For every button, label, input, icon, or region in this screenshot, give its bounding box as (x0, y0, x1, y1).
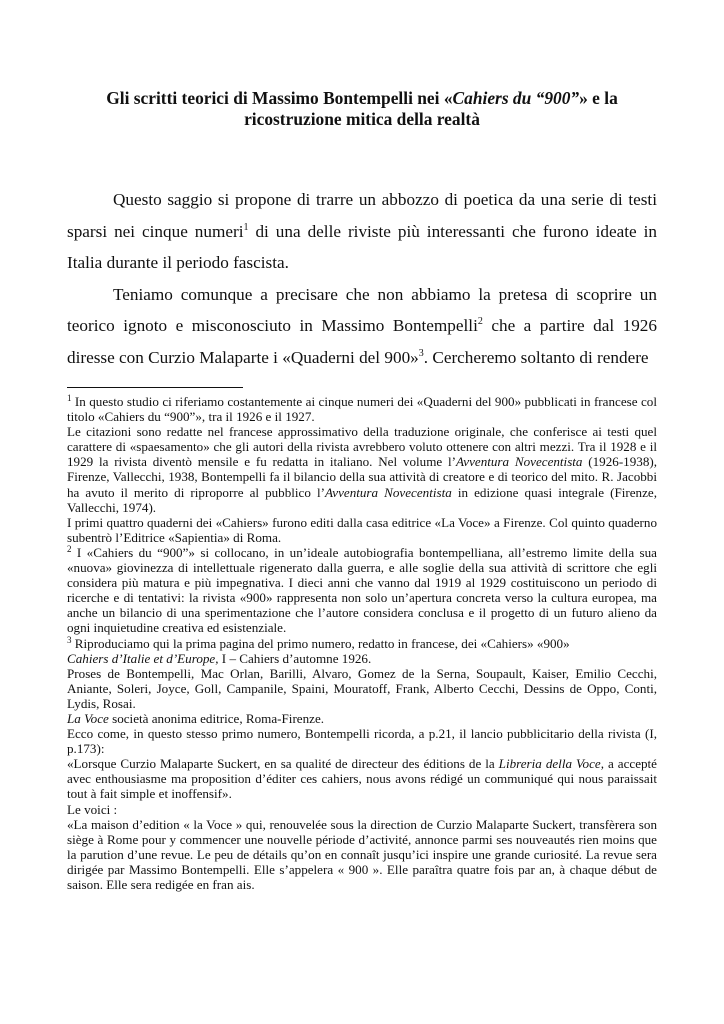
body-text (67, 184, 657, 373)
footnote-2-text: I «Cahiers du “900”» si collocano, in un’ideale autobiografia bontempelliana, all’estremo limite della sua «nuova» giovinezza di intellettuale rigenerato dalla guerra, e alle soglie della sua attività di scrittore che egli considera più matura e più impegnativa. I dieci anni che vanno dal 1919 al 1929 costituiscono un periodo di ricerche e di tentativi: la rivista «900» rappresenta non solo un’apertura concreta verso la cultura europea, ma anche un bilancio di una sperimentazione che l’autore considera conclusa e il progetto di un futuro alieno da ogni inquietudine creativa ed esistenziale. (67, 544, 657, 636)
footnote-1-text: In questo studio ci riferiamo costantemente ai cinque numeri dei «Quaderni del 900» pubblicati in francese col titolo «Cahiers du “900”», tra il 1926 e il 1927. (67, 394, 657, 425)
title-text-c: » e la (579, 88, 618, 108)
p1-text-b: di una delle riviste più interessanti che furono ideate in Italia durante il periodo fascista. (67, 221, 657, 272)
title-text-italic: Cahiers du “900” (452, 88, 580, 108)
fn3p3-italic: La Voce (67, 710, 109, 726)
fn3p5-b: a accepté avec enthousiasme ma proposition d’éditer ces cahiers, nous avons rédigé un communiqué qui nous paraissait tout à fait simple et inoffensif». (67, 756, 657, 802)
document-title (67, 88, 657, 130)
p1-text-a: Questo saggio si propone di trarre un abbozzo di poetica da una serie di testi sparsi nei cinque numeri (67, 190, 657, 241)
footnote-3-paragraph-2: Proses de Bontempelli, Mac Orlan, Barilli, Alvaro, Gomez de la Serna, Soupault, Kaiser, Emilio Cecchi, Aniante, Soleri, Joyce, Goll, Campanile, Spaini, Mouratoff, Frank, Alberto Cecchi, Dessins de Oppo, Conti, Lydis, Rosai. (67, 665, 657, 711)
footnote-number-2: 2 (67, 543, 72, 554)
footnote-2 (67, 545, 657, 636)
footnote-number-3: 3 (67, 634, 72, 645)
fn1p2-c: in edizione quasi integrale (Firenze, Vallecchi, 1974). (67, 484, 657, 515)
title-text-a: Gli scritti teorici di Massimo Bontempelli nei « (106, 88, 453, 108)
footnote-1-paragraph-2 (67, 424, 657, 515)
fn1p2-a: Le citazioni sono redatte nel francese approssimativo della traduzione originale, che conferisce ai testi quel carattere di «spaesamento» che gli autori della rivista avrebbero voluto ottenere con altri mezzi. Tra il 1928 e il 1929 la rivista diventò mensile e fu redatta in italiano. Nel volume l’ (67, 424, 657, 470)
paragraph-2 (67, 279, 657, 374)
footnote-1 (67, 394, 657, 424)
fn3p5-a: «Lorsque Curzio Malaparte Suckert, en sa qualité de directeur des éditions de la (67, 756, 499, 772)
footnote-3-paragraph-5 (67, 756, 657, 801)
p2-text-c: . Cercheremo soltanto di rendere (423, 347, 649, 367)
document-page (67, 0, 657, 892)
footnote-ref-1: 1 (243, 221, 249, 233)
footnote-3-paragraph-6: Le voici : (67, 801, 118, 817)
footnote-3-paragraph-7: «La maison d’edition « la Voce » qui, renouvelée sous la direction de Curzio Malaparte Suckert, transfèrera son siège à Rome pour y commencer une nouvelle période d’activité, annonce parmi ses nouveautés rien moins que la parution d’une revue. Le peu de détails qu’on en connaît jusqu’ici inspire une grande curiosité. La revue sera dirigée par Massimo Bontempelli. Elle s’appelera « 900 ». Elle paraîtra quatre fois par an, à chaque début de saison. Elle sera redigée en fran ais. (67, 816, 657, 892)
fn1p2-b: (1926-1938), Firenze, Vallecchi, 1938, Bontempelli fa il bilancio della sua attività di creatore e di teorico del mito. R. Jacobbi ha avuto il merito di riproporre al pubblico l’ (67, 454, 657, 500)
fn1p2-italic-2: Avventura Novecentista (324, 484, 452, 500)
footnote-number-1: 1 (67, 393, 72, 403)
footnote-3-paragraph-3 (67, 711, 657, 726)
paragraph-1 (67, 184, 657, 279)
footnote-divider (67, 387, 243, 388)
fn3-italic-title: Cahiers d’Italie et d’Europe, (67, 650, 219, 666)
fn3-issue: I – Cahiers d’automne 1926. (218, 650, 372, 666)
fn1p2-italic-1: Avventura Novecentista (455, 454, 583, 470)
fn3p3-text: società anonima editrice, Roma-Firenze. (108, 710, 325, 726)
p2-text-b: che a partire dal 1926 diresse con Curzio Malaparte i «Quaderni del 900» (67, 316, 657, 367)
p2-text-a: Teniamo comunque a precisare che non abbiamo la pretesa di scoprire un teorico ignoto e misconosciuto in Massimo Bontempelli (67, 284, 657, 335)
footnote-ref-2: 2 (477, 316, 483, 327)
title-line-2: ricostruzione mitica della realtà (244, 109, 480, 129)
footnote-3 (67, 636, 657, 666)
footnote-1-paragraph-3: I primi quattro quaderni dei «Cahiers» furono editi dalla casa editrice «La Voce» a Firenze. Col quinto quaderno subentrò l’Editrice «Sapientia» di Roma. (67, 514, 657, 545)
fn3p5-italic: Libreria della Voce, (498, 756, 604, 772)
footnotes (67, 394, 657, 892)
footnote-3-text: Riproduciamo qui la prima pagina del primo numero, redatto in francese, dei «Cahiers» «900» (71, 635, 570, 651)
footnote-3-paragraph-4: Ecco come, in questo stesso primo numero, Bontempelli ricorda, a p.21, il lancio pubblicitario della rivista (I, p.173): (67, 726, 657, 757)
footnote-ref-3: 3 (418, 347, 424, 359)
